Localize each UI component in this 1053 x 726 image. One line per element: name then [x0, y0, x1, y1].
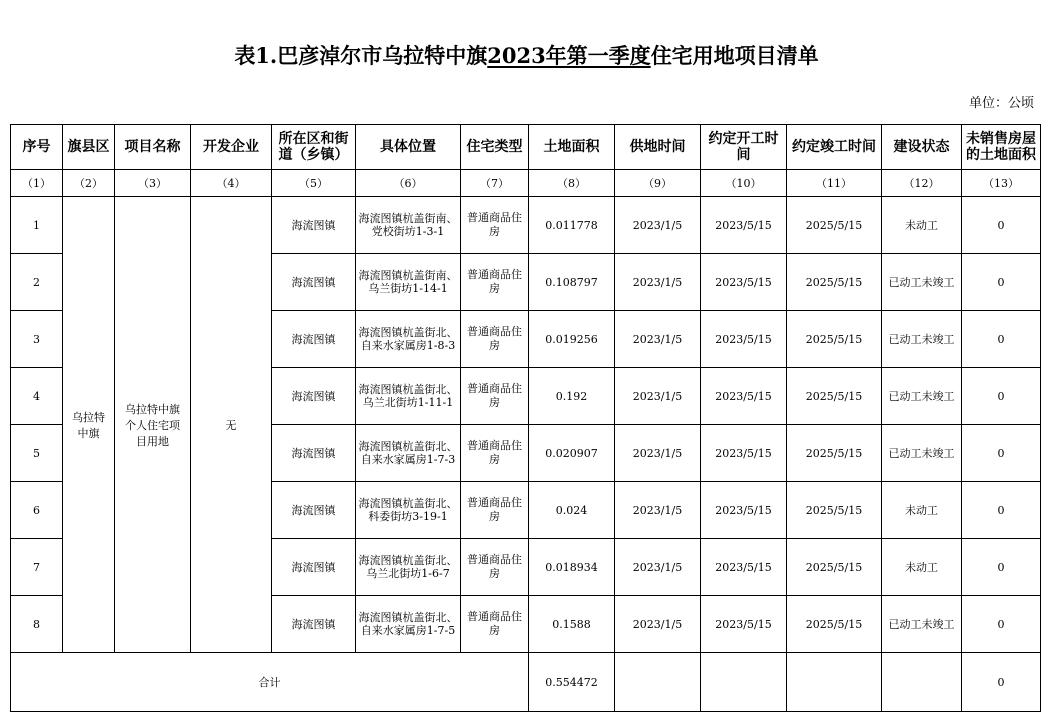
unit-label: 单位：公顷 — [968, 96, 1034, 111]
developer-cell: 无 — [191, 197, 272, 653]
project-table — [10, 124, 1041, 712]
status-cell: 未动工 — [882, 539, 962, 596]
status-cell: 已动工未竣工 — [882, 425, 962, 482]
unsold-area-cell: 0 — [962, 596, 1041, 653]
header-row — [11, 125, 1041, 170]
header-cell: 项目名称 — [115, 125, 191, 170]
row-number: 4 — [11, 368, 63, 425]
row-number: 6 — [11, 482, 63, 539]
area-cell: 0.108797 — [529, 254, 615, 311]
finish-date-cell: 2025/5/15 — [787, 254, 882, 311]
index-cell: （10） — [701, 170, 787, 197]
location-cell: 海流图镇杭盖街南、乌兰街坊1-14-1 — [356, 254, 461, 311]
location-cell: 海流图镇杭盖街北、科委街坊3-19-1 — [356, 482, 461, 539]
supply-date-cell: 2023/1/5 — [615, 368, 701, 425]
row-number: 7 — [11, 539, 63, 596]
type-cell: 普通商品住房 — [461, 425, 529, 482]
index-cell: （2） — [63, 170, 115, 197]
finish-date-cell: 2025/5/15 — [787, 311, 882, 368]
header-cell: 未销售房屋的土地面积 — [962, 125, 1041, 170]
start-date-cell: 2023/5/15 — [701, 539, 787, 596]
location-cell: 海流图镇杭盖街北、自来水家属房1-7-3 — [356, 425, 461, 482]
status-cell: 已动工未竣工 — [882, 596, 962, 653]
start-date-cell: 2023/5/15 — [701, 596, 787, 653]
location-cell: 海流图镇杭盖街北、自来水家属房1-8-3 — [356, 311, 461, 368]
street-cell: 海流图镇 — [272, 254, 356, 311]
finish-date-cell: 2025/5/15 — [787, 368, 882, 425]
supply-date-cell: 2023/1/5 — [615, 311, 701, 368]
header-cell: 序号 — [11, 125, 63, 170]
table-row — [11, 197, 1041, 254]
header-cell: 所在区和街道（乡镇） — [272, 125, 356, 170]
unsold-area-cell: 0 — [962, 482, 1041, 539]
start-date-cell: 2023/5/15 — [701, 197, 787, 254]
index-cell: （11） — [787, 170, 882, 197]
empty-cell — [615, 653, 701, 712]
status-cell: 未动工 — [882, 482, 962, 539]
start-date-cell: 2023/5/15 — [701, 254, 787, 311]
header-cell: 供地时间 — [615, 125, 701, 170]
area-cell: 0.019256 — [529, 311, 615, 368]
empty-cell — [787, 653, 882, 712]
unsold-area-cell: 0 — [962, 197, 1041, 254]
header-cell: 土地面积 — [529, 125, 615, 170]
index-cell: （5） — [272, 170, 356, 197]
area-cell: 0.018934 — [529, 539, 615, 596]
index-cell: （3） — [115, 170, 191, 197]
location-cell: 海流图镇杭盖街北、乌兰北街坊1-6-7 — [356, 539, 461, 596]
unsold-area-cell: 0 — [962, 311, 1041, 368]
supply-date-cell: 2023/1/5 — [615, 482, 701, 539]
page-title — [0, 40, 1053, 70]
type-cell: 普通商品住房 — [461, 197, 529, 254]
header-cell: 建设状态 — [882, 125, 962, 170]
type-cell: 普通商品住房 — [461, 596, 529, 653]
area-cell: 0.192 — [529, 368, 615, 425]
index-cell: （8） — [529, 170, 615, 197]
area-cell: 0.011778 — [529, 197, 615, 254]
title-period: 2023年第一季度 — [487, 43, 651, 68]
total-row — [11, 653, 1041, 712]
supply-date-cell: 2023/1/5 — [615, 197, 701, 254]
supply-date-cell: 2023/1/5 — [615, 254, 701, 311]
street-cell: 海流图镇 — [272, 311, 356, 368]
status-cell: 已动工未竣工 — [882, 311, 962, 368]
unsold-area-cell: 0 — [962, 368, 1041, 425]
start-date-cell: 2023/5/15 — [701, 311, 787, 368]
type-cell: 普通商品住房 — [461, 311, 529, 368]
row-number: 8 — [11, 596, 63, 653]
index-cell: （4） — [191, 170, 272, 197]
total-unsold-area: 0 — [962, 653, 1041, 712]
type-cell: 普通商品住房 — [461, 368, 529, 425]
street-cell: 海流图镇 — [272, 482, 356, 539]
street-cell: 海流图镇 — [272, 197, 356, 254]
empty-cell — [701, 653, 787, 712]
row-number: 1 — [11, 197, 63, 254]
status-cell: 已动工未竣工 — [882, 368, 962, 425]
row-number: 2 — [11, 254, 63, 311]
total-area: 0.554472 — [529, 653, 615, 712]
supply-date-cell: 2023/1/5 — [615, 539, 701, 596]
type-cell: 普通商品住房 — [461, 482, 529, 539]
supply-date-cell: 2023/1/5 — [615, 596, 701, 653]
location-cell: 海流图镇杭盖街北、自来水家属房1-7-5 — [356, 596, 461, 653]
index-cell: （1） — [11, 170, 63, 197]
area-cell: 0.020907 — [529, 425, 615, 482]
type-cell: 普通商品住房 — [461, 539, 529, 596]
status-cell: 未动工 — [882, 197, 962, 254]
street-cell: 海流图镇 — [272, 596, 356, 653]
street-cell: 海流图镇 — [272, 368, 356, 425]
area-cell: 0.024 — [529, 482, 615, 539]
finish-date-cell: 2025/5/15 — [787, 539, 882, 596]
finish-date-cell: 2025/5/15 — [787, 596, 882, 653]
start-date-cell: 2023/5/15 — [701, 482, 787, 539]
county-cell: 乌拉特中旗 — [63, 197, 115, 653]
project-name-cell: 乌拉特中旗个人住宅项目用地 — [115, 197, 191, 653]
street-cell: 海流图镇 — [272, 539, 356, 596]
index-cell: （12） — [882, 170, 962, 197]
title-suffix: 住宅用地项目清单 — [650, 43, 819, 68]
finish-date-cell: 2025/5/15 — [787, 425, 882, 482]
index-cell: （13） — [962, 170, 1041, 197]
header-cell: 开发企业 — [191, 125, 272, 170]
start-date-cell: 2023/5/15 — [701, 425, 787, 482]
total-label: 合计 — [11, 653, 529, 712]
index-cell: （9） — [615, 170, 701, 197]
area-cell: 0.1588 — [529, 596, 615, 653]
index-cell: （7） — [461, 170, 529, 197]
finish-date-cell: 2025/5/15 — [787, 482, 882, 539]
title-prefix: 表1.巴彦淖尔市乌拉特中旗 — [234, 43, 488, 68]
row-number: 5 — [11, 425, 63, 482]
header-cell: 旗县区 — [63, 125, 115, 170]
index-cell: （6） — [356, 170, 461, 197]
header-cell: 住宅类型 — [461, 125, 529, 170]
row-number: 3 — [11, 311, 63, 368]
start-date-cell: 2023/5/15 — [701, 368, 787, 425]
supply-date-cell: 2023/1/5 — [615, 425, 701, 482]
location-cell: 海流图镇杭盖街南、党校街坊1-3-1 — [356, 197, 461, 254]
street-cell: 海流图镇 — [272, 425, 356, 482]
location-cell: 海流图镇杭盖街北、乌兰北街坊1-11-1 — [356, 368, 461, 425]
index-row — [11, 170, 1041, 197]
unsold-area-cell: 0 — [962, 425, 1041, 482]
type-cell: 普通商品住房 — [461, 254, 529, 311]
header-cell: 约定开工时间 — [701, 125, 787, 170]
unsold-area-cell: 0 — [962, 254, 1041, 311]
unsold-area-cell: 0 — [962, 539, 1041, 596]
header-cell: 具体位置 — [356, 125, 461, 170]
status-cell: 已动工未竣工 — [882, 254, 962, 311]
empty-cell — [882, 653, 962, 712]
header-cell: 约定竣工时间 — [787, 125, 882, 170]
finish-date-cell: 2025/5/15 — [787, 197, 882, 254]
